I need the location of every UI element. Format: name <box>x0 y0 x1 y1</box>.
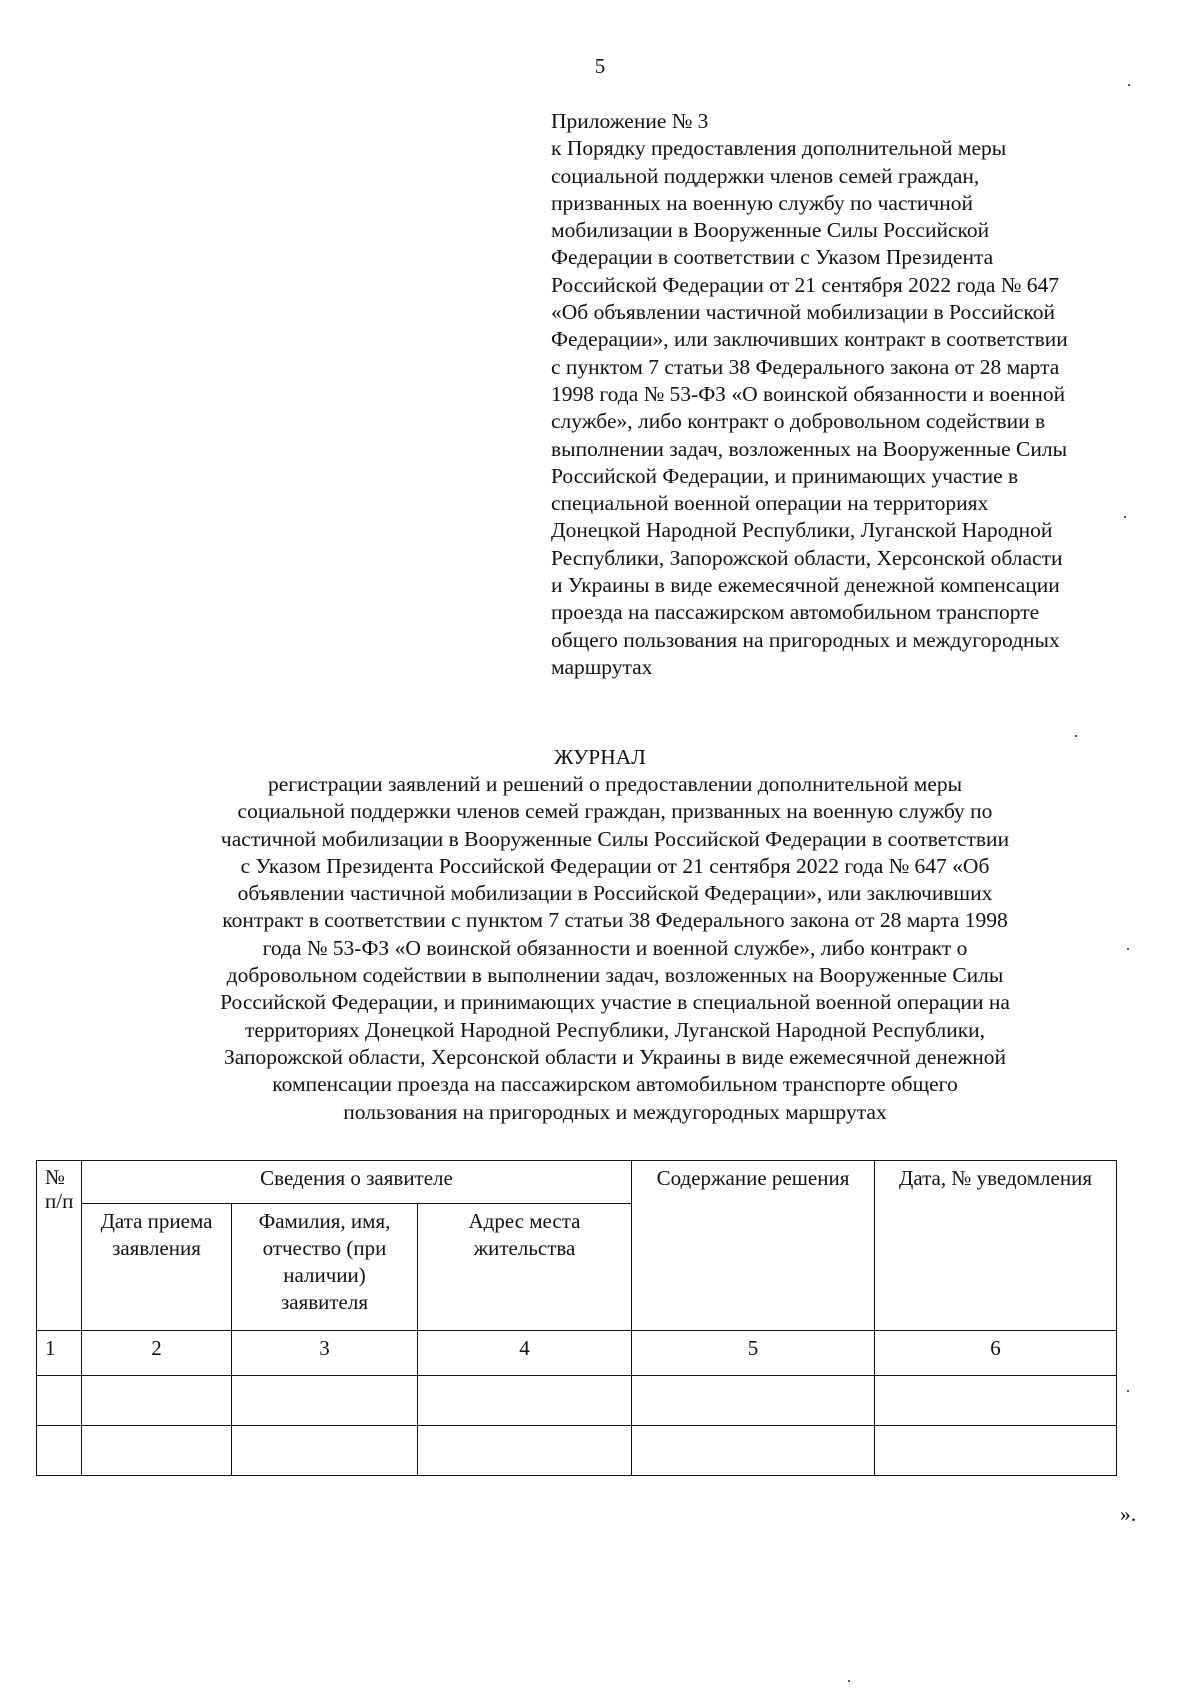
header-address-line: Адрес места <box>468 1209 581 1233</box>
empty-cell <box>418 1376 632 1426</box>
scan-speck <box>1127 1390 1129 1392</box>
appendix-line: Донецкой Народной Республики, Луганской Народной <box>551 518 1053 543</box>
appendix-line: социальной поддержки членов семей граждан, <box>551 163 980 188</box>
scan-speck <box>1124 516 1126 518</box>
scan-speck <box>1127 948 1129 950</box>
appendix-line: проезда на пассажирском автомобильном транспорте <box>551 600 1040 625</box>
journal-line: социальной поддержки членов семей граждан, призванных на военную службу по <box>237 799 993 824</box>
appendix-line: и Украины в виде ежемесячной денежной компенсации <box>551 573 1060 598</box>
empty-cell <box>632 1376 875 1426</box>
appendix-line: службе», либо контракт о добровольном содействии в <box>551 409 1046 434</box>
table-row <box>37 1426 1117 1476</box>
appendix-line: мобилизации в Вооруженные Силы Российской <box>551 218 990 243</box>
appendix-line: призванных на военную службу по частичной <box>551 190 973 215</box>
header-notice: Дата, № уведомления <box>875 1161 1117 1331</box>
empty-cell <box>37 1376 82 1426</box>
appendix-line: выполнении задач, возложенных на Вооруженные Силы <box>551 436 1068 461</box>
journal-line: с Указом Президента Российской Федерации от 21 сентября 2022 года № 647 «Об <box>240 853 990 878</box>
header-address-line: жительства <box>473 1236 576 1260</box>
empty-cell <box>232 1376 418 1426</box>
journal-line: Российской Федерации, и принимающих участие в специальной военной операции на <box>220 990 1010 1015</box>
appendix-line: с пунктом 7 статьи 38 Федерального закона от 28 марта <box>551 354 1060 379</box>
appendix-heading <box>551 108 1151 681</box>
header-applicant-info: Сведения о заявителе <box>82 1161 632 1204</box>
appendix-line: Российской Федерации, и принимающих участие в <box>551 463 1019 488</box>
empty-cell <box>632 1426 875 1476</box>
journal-line: частичной мобилизации в Вооруженные Силы Российской Федерации в соответствии <box>220 826 1010 851</box>
appendix-line: Республики, Запорожской области, Херсонской области <box>551 545 1063 570</box>
journal-line: добровольном содействии в выполнении задач, возложенных на Вооруженные Силы <box>226 963 1004 988</box>
empty-cell <box>232 1426 418 1476</box>
header-number-abbr: п/п <box>45 1189 74 1213</box>
appendix-line: общего пользования на пригородных и междугородных <box>551 627 1060 652</box>
table-header-row <box>37 1161 1117 1204</box>
journal-line: года № 53-ФЗ «О воинской обязанности и военной службе», либо контракт о <box>262 935 968 960</box>
header-full-name <box>232 1204 418 1331</box>
journal-line: регистрации заявлений и решений о предоставлении дополнительной меры <box>267 772 963 796</box>
appendix-line: Федерации в соответствии с Указом Президента <box>551 245 994 270</box>
journal-line: пользования на пригородных и междугородных маршрутах <box>343 1099 887 1124</box>
appendix-line: 1998 года № 53-ФЗ «О воинской обязанности и военной <box>551 381 1066 406</box>
scan-speck <box>1128 84 1130 86</box>
header-date-received <box>82 1204 232 1331</box>
column-number: 4 <box>418 1331 632 1376</box>
scan-speck <box>1075 735 1077 737</box>
appendix-line: Российской Федерации от 21 сентября 2022 года № 647 <box>551 272 1059 297</box>
appendix-line: Приложение № 3 <box>551 109 709 133</box>
header-date-received-line: Дата приема <box>100 1209 213 1233</box>
column-number: 2 <box>82 1331 232 1376</box>
column-number: 6 <box>875 1331 1117 1376</box>
header-full-name-line: Фамилия, имя, <box>258 1209 391 1233</box>
register-table <box>36 1160 1117 1476</box>
header-date-received-line: заявления <box>112 1236 201 1260</box>
empty-cell <box>875 1426 1117 1476</box>
scan-speck <box>848 1680 850 1682</box>
column-number: 3 <box>232 1331 418 1376</box>
appendix-line: «Об объявлении частичной мобилизации в Российской <box>551 300 1055 325</box>
header-number-symbol: № <box>45 1165 66 1189</box>
header-full-name-line: заявителя <box>280 1290 369 1314</box>
header-address <box>418 1204 632 1331</box>
appendix-line: специальной военной операции на территориях <box>551 491 989 516</box>
appendix-line: Федерации», или заключивших контракт в соответствии <box>551 327 1068 352</box>
header-full-name-line: отчество (при <box>262 1236 387 1260</box>
header-number-cell <box>37 1161 82 1331</box>
journal-line: Запорожской области, Херсонской области и Украины в виде ежемесячной денежной <box>224 1044 1006 1069</box>
header-full-name-line: наличии) <box>283 1263 366 1287</box>
empty-cell <box>37 1426 82 1476</box>
journal-line: контракт в соответствии с пунктом 7 статьи 38 Федерального закона от 28 марта 1998 <box>222 908 1008 933</box>
journal-line: территориях Донецкой Народной Республики, Луганской Народной Республики, <box>244 1017 986 1042</box>
appendix-line: маршрутах <box>551 654 653 679</box>
empty-cell <box>418 1426 632 1476</box>
column-number: 1 <box>37 1331 82 1376</box>
journal-title: ЖУРНАЛ <box>554 745 646 769</box>
journal-description <box>0 771 1200 1126</box>
journal-line: компенсации проезда на пассажирском автомобильном транспорте общего <box>272 1072 958 1097</box>
empty-cell <box>875 1376 1117 1426</box>
column-number: 5 <box>632 1331 875 1376</box>
journal-line: объявлении частичной мобилизации в Российской Федерации», или заключивших <box>237 881 993 906</box>
table-row <box>37 1376 1117 1426</box>
empty-cell <box>82 1426 232 1476</box>
page-number: 5 <box>594 54 606 78</box>
header-decision: Содержание решения <box>632 1161 875 1331</box>
appendix-line: к Порядку предоставления дополнительной меры <box>551 136 1007 161</box>
column-numbers-row <box>37 1331 1117 1376</box>
empty-cell <box>82 1376 232 1426</box>
closing-quote-mark: ». <box>1120 1502 1137 1526</box>
